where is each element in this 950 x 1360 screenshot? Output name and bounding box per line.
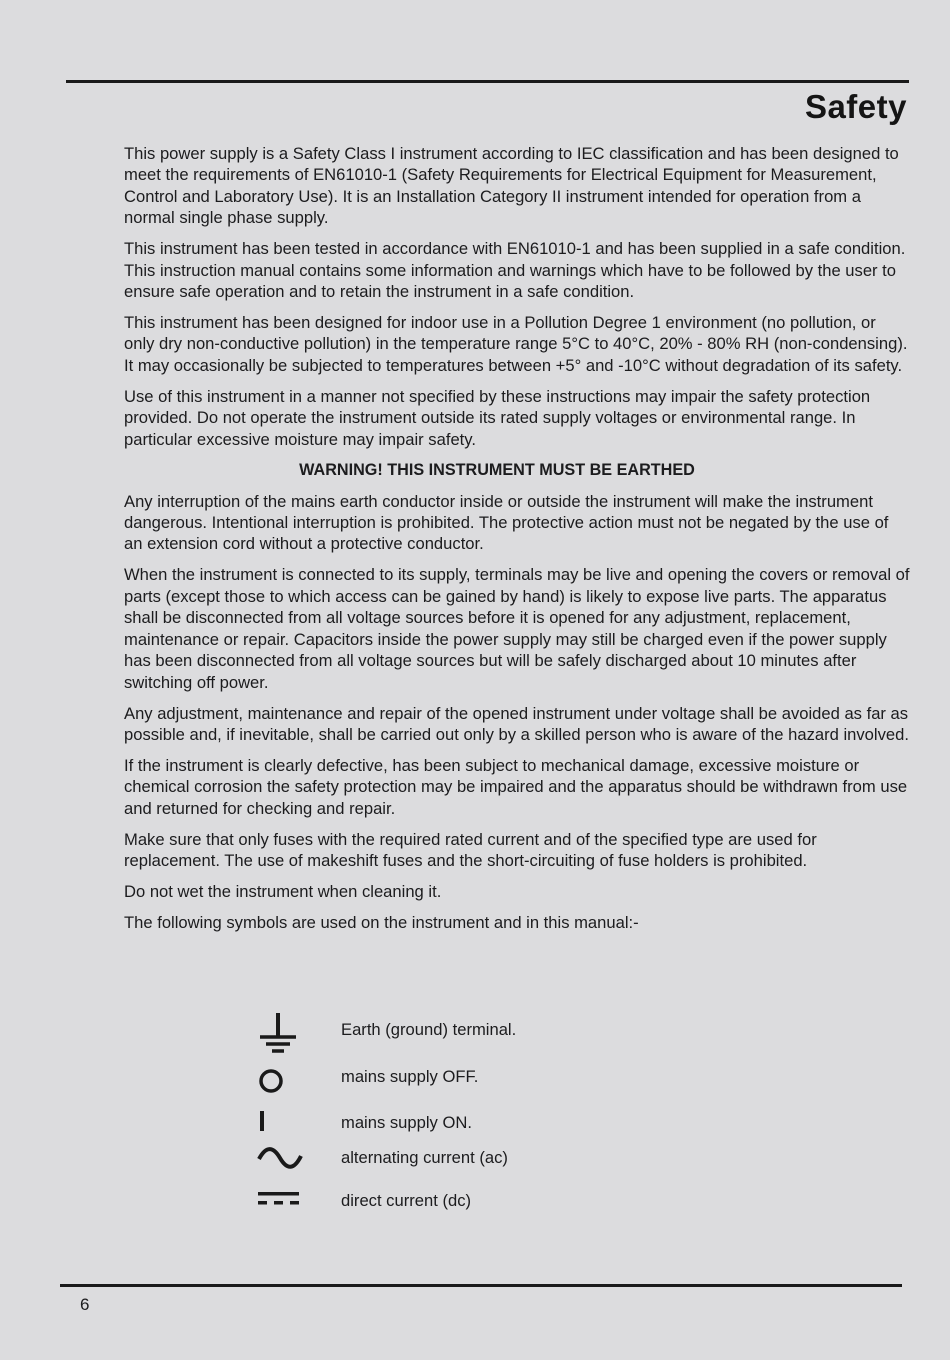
symbol-label-ac: alternating current (ac) bbox=[341, 1148, 508, 1167]
paragraph-live-terminals: When the instrument is connected to its supply, terminals may be live and opening the covers or removal of parts (except those to which access can be gained by hand) is likely to expose live parts. The apparatus shall be disconnected from all voltage sources before it is opened for any adjustment, replacement, maintenance or repair. Capacitors inside the power supply may still be charged even if the power supply has been disconnected from all voltage sources but will be safely discharged about 10 minutes after switching off power. bbox=[124, 565, 910, 692]
symbol-label-earth: Earth (ground) terminal. bbox=[341, 1020, 517, 1039]
header-rule bbox=[66, 80, 909, 83]
paragraph-defective: If the instrument is clearly defective, has been subject to mechanical damage, excessive moisture or chemical corrosion the safety protection may be impaired and the apparatus should be withdrawn from use and returned for checking and repair. bbox=[124, 755, 908, 818]
alternating-current-icon bbox=[256, 1144, 304, 1184]
symbol-label-off: mains supply OFF. bbox=[341, 1067, 479, 1086]
paragraph-tested: This instrument has been tested in accordance with EN61010-1 and has been supplied in a safe condition. This instruction manual contains some information and warnings which have to be followed by the user to ensure safe operation and to retain the instrument in a safe condition. bbox=[124, 239, 906, 302]
paragraph-safety-class: This power supply is a Safety Class I instrument according to IEC classification and has been designed to meet the requirements of EN61010-1 (Safety Requirements for Electrical Equipment for Measurement, Control and Laboratory Use). It is an Installation Category II instrument intended for operation from a normal single phase supply. bbox=[124, 144, 899, 228]
mains-on-icon bbox=[256, 1108, 304, 1148]
paragraph-environment: This instrument has been designed for indoor use in a Pollution Degree 1 environment (no pollution, or only dry non-conductive pollution) in the temperature range 5°C to 40°C, 20% - 80% RH (non-condensing). It may occasionally be subjected to temperatures between +5° and -10°C without degradation of its safety. bbox=[124, 313, 908, 375]
paragraph-usage: Use of this instrument in a manner not specified by these instructions may impair the safety protection provided. Do not operate the instrument outside its rated supply voltages or environmental range. In particular excessive moisture may impair safety. bbox=[124, 386, 871, 449]
mains-off-icon bbox=[256, 1066, 304, 1106]
earth-ground-icon bbox=[256, 1011, 304, 1051]
symbol-label-dc: direct current (dc) bbox=[341, 1191, 472, 1210]
symbol-label-on: mains supply ON. bbox=[341, 1113, 472, 1132]
page-number: 6 bbox=[80, 1295, 90, 1314]
paragraph-earth-interruption: Any interruption of the mains earth conductor inside or outside the instrument will make the instrument dangerous. Intentional interruption is prohibited. The protective action must not be negated by the use of an extension cord without a protective conductor. bbox=[124, 491, 889, 554]
page-title: Safety bbox=[804, 88, 907, 125]
paragraph-cleaning: Do not wet the instrument when cleaning it. bbox=[124, 882, 442, 902]
paragraph-symbols-intro: The following symbols are used on the instrument and in this manual:- bbox=[124, 913, 639, 933]
paragraph-fuses: Make sure that only fuses with the required rated current and of the specified type are used for replacement. The use of makeshift fuses and the short-circuiting of fuse holders is prohibited. bbox=[124, 829, 817, 871]
safety-body bbox=[124, 143, 910, 943]
warning-heading: WARNING! THIS INSTRUMENT MUST BE EARTHED bbox=[299, 460, 695, 479]
direct-current-icon bbox=[256, 1188, 304, 1228]
paragraph-adjustment: Any adjustment, maintenance and repair of the opened instrument under voltage shall be avoided as far as possible and, if inevitable, shall be carried out only by a skilled person who is aware of the hazard involved. bbox=[124, 703, 909, 744]
footer-rule bbox=[60, 1284, 902, 1287]
